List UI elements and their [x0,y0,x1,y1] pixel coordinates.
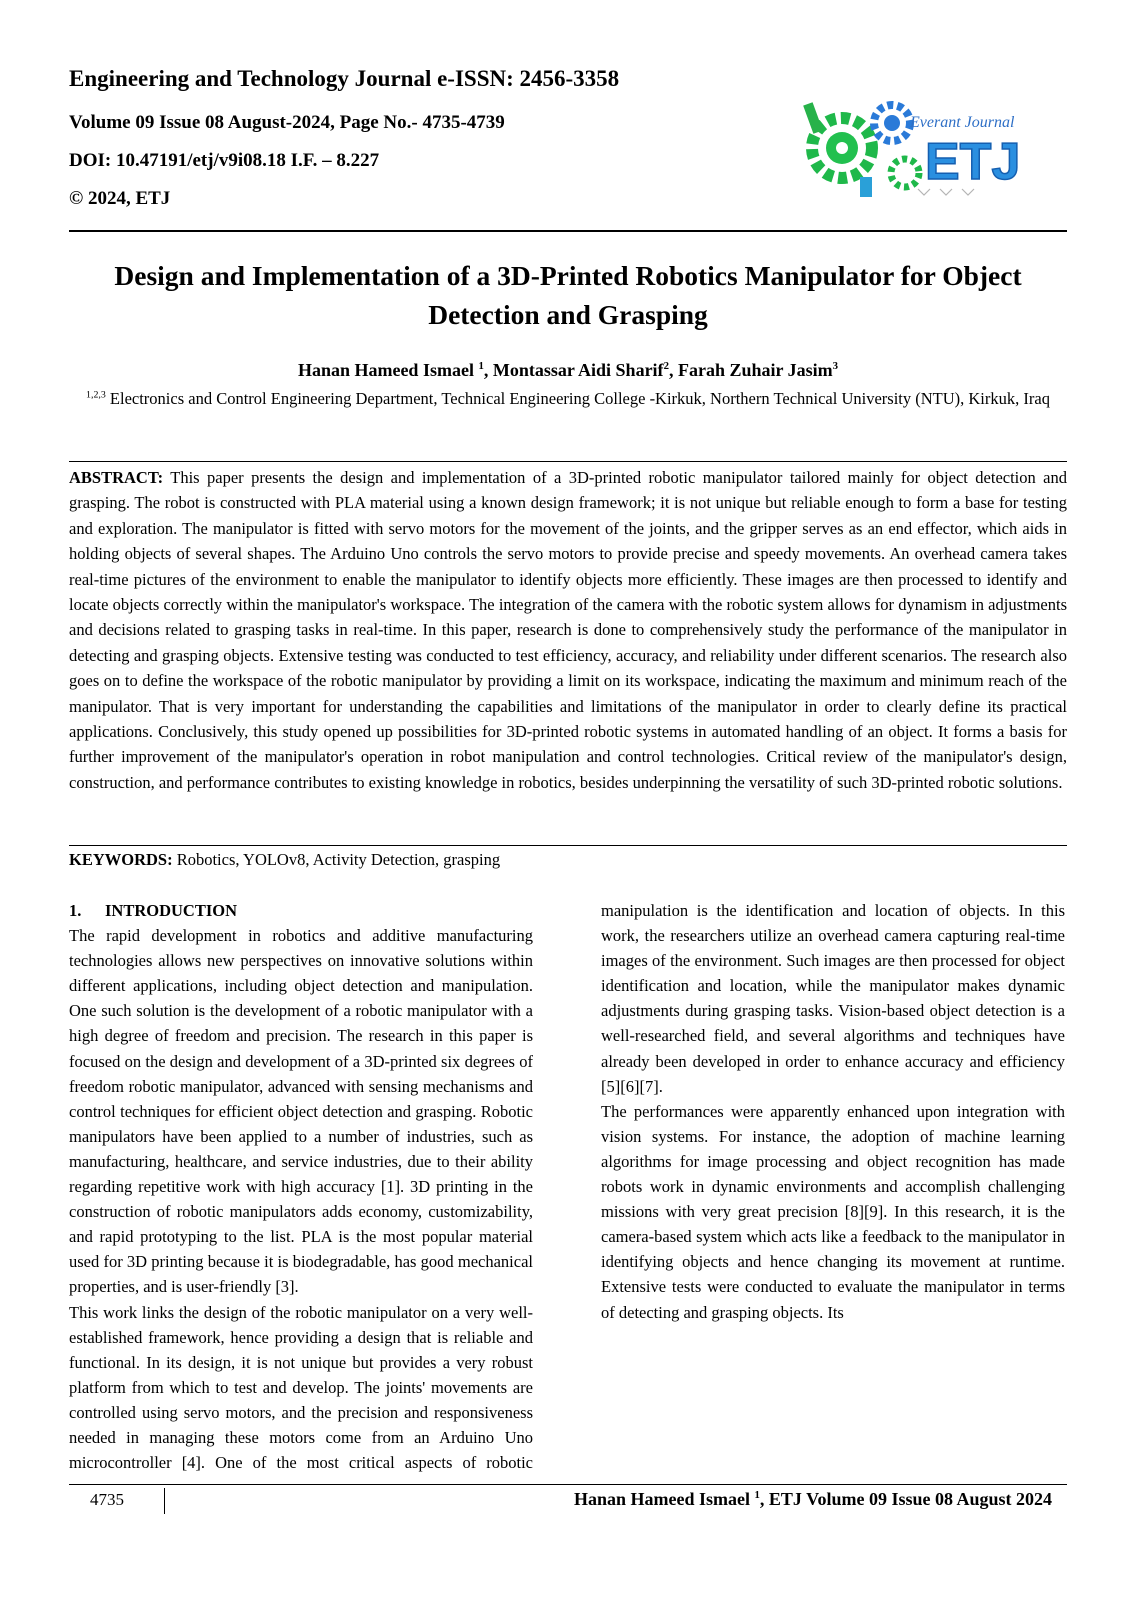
copyright: © 2024, ETJ [69,188,171,209]
left-column [69,898,533,1475]
intro-paragraph-3: The performances were apparently enhanced upon integration with vision systems. For instance, the adoption of machine learning algorithms for image processing and object recognition has made robots work in dynamic environments and accomplish challenging missions with very great precision [8][9]. In this research, it is the camera-based system which acts like a feedback to the manipulator in identifying objects and hence changing its movement at runtime. Extensive tests were conducted to evaluate the manipulator in terms of detecting and grasping objects. Its [601,1101,1065,1322]
gear-icon [891,159,919,187]
author-1: Hanan Hameed Ismael [297,360,479,380]
footer-rule [69,1484,1067,1485]
paper-title: Design and Implementation of a 3D-Printed Robotics Manipulator for Object Detection and Grasping [114,260,1022,330]
section-heading [69,898,533,923]
journal-name: Engineering and Technology Journal e-ISSN: 2456-3358 [69,66,620,91]
author-list [69,360,1067,381]
author-2: , Montassar Aidi Sharif [483,360,664,380]
abstract [69,465,1067,795]
footer-author: Hanan Hameed Ismael [574,1489,755,1509]
author-2-sup: 2 [663,360,669,372]
section-number: 1. [69,901,82,920]
gear-icon [874,105,910,141]
keywords-text: Robotics, YOLOv8, Activity Detection, grasping [172,850,501,869]
section-title: INTRODUCTION [105,901,238,920]
footer-rest: , ETJ Volume 09 Issue 08 August 2024 [759,1489,1052,1509]
abstract-top-rule [69,461,1067,462]
journal-logo [800,93,1026,203]
right-column [601,898,1065,1325]
intro-paragraph-2-continued: manipulation is the identification and location of objects. In this work, the researchers utilize an overhead camera capturing real-time images of the environment. Such images are then processed for object identification and location, while the manipulator makes dynamic adjustments during grasping tasks. Vision-based object detection is a well-researched field, and several algorithms and techniques have already been developed in order to enhance accuracy and efficiency [5][6][7]. [601,901,1065,1096]
abstract-label: ABSTRACT: [69,468,164,487]
intro-paragraph-2: This work links the design of the robotic manipulator on a very well-established framework, hence providing a design that is reliable and functional. In its design, it is not unique but provides a very robust platform from which to test and develop. The joints' movements are controlled using servo motors, and the precision and responsiveness needed in managing these motors come from an Arduino Uno microcontroller [4]. One of the most critical aspects of robotic [69,1302,533,1473]
footer-separator [164,1488,165,1514]
affiliation-text: Electronics and Control Engineering Department, Technical Engineering College -Kirkuk, Northern Technical University (NTU), Kirkuk, Iraq [105,389,1050,408]
logo-top-text: Everant Journal [910,114,1015,131]
intro-paragraph-1: The rapid development in robotics and additive manufacturing technologies allows new perspectives on innovative solutions within different applications, including object detection and manipulation. One such solution is the development of a robotic manipulator with a high degree of freedom and precision. The research in this paper is focused on the design and development of a 3D-printed six degrees of freedom robotic manipulator, advanced with sensing mechanisms and control techniques for efficient object detection and grasping. Robotic manipulators have been applied to a number of industries, such as manufacturing, healthcare, and service industries, due to their ability regarding repetitive work with high accuracy [1]. 3D printing in the construction of robotic manipulators adds economy, customizability, and rapid prototyping to the list. PLA is the most popular material used for 3D printing because it is biodegradable, has good mechanical properties, and is user-friendly [3]. [69,926,533,1297]
volume-info: Volume 09 Issue 08 August-2024, Page No.- 4735-4739 [69,112,505,133]
affiliation-sup: 1,2,3 [86,389,106,401]
abstract-text: This paper presents the design and implementation of a 3D-printed robotic manipulator tailored mainly for object detection and grasping. The robot is constructed with PLA material using a known design framework; it is not unique but reliable enough to form a base for testing and exploration. The manipulator is fitted with servo motors for the movement of the joints, and the gripper serves as an end effector, which aids in holding objects of several shapes. The Arduino Uno controls the servo motors to provide precise and speedy movements. An overhead camera takes real-time pictures of the environment to enable the manipulator to identify objects more efficiently. These images are then processed to identify and locate objects correctly within the manipulator's workspace. The integration of the camera with the robotic system allows for dynamism in adjustments and decisions related to grasping tasks in real-time. In this paper, research is done to comprehensively study the performance of the manipulator in detecting and grasping objects. Extensive testing was conducted to test efficiency, accuracy, and reliability under different scenarios. The research also goes on to define the workspace of the robotic manipulator by providing a limit on its workspace, indicating the maximum and minimum reach of the manipulator. That is very important for understanding the capabilities and limitations of the manipulator in order to clearly define its practical applications. Conclusively, this study opened up possibilities for 3D-printed robotic systems in automated handling of an object. It forms a basis for further improvement of the manipulator's operation in robot manipulation and control technologies. Critical review of the manipulator's design, construction, and performance contributes to existing knowledge in robotics, besides underpinning the versatility of such 3D-printed robotic solutions. [69,468,1067,792]
author-1-sup: 1 [478,360,484,372]
author-3-sup: 3 [832,360,839,372]
logo-big-text: ETJ [925,133,1021,191]
header-rule [69,230,1067,232]
footer-sup: 1 [754,1489,760,1501]
doi-info: DOI: 10.47191/etj/v9i08.18 I.F. – 8.227 [69,150,380,171]
page-number: 4735 [90,1490,124,1509]
author-3: , Farah Zuhair Jasim [668,360,833,380]
keywords-label: KEYWORDS: [69,850,173,869]
keywords [69,848,1067,872]
affiliation [85,387,1051,411]
abstract-bottom-rule [69,845,1067,846]
footer-citation [574,1489,1052,1510]
